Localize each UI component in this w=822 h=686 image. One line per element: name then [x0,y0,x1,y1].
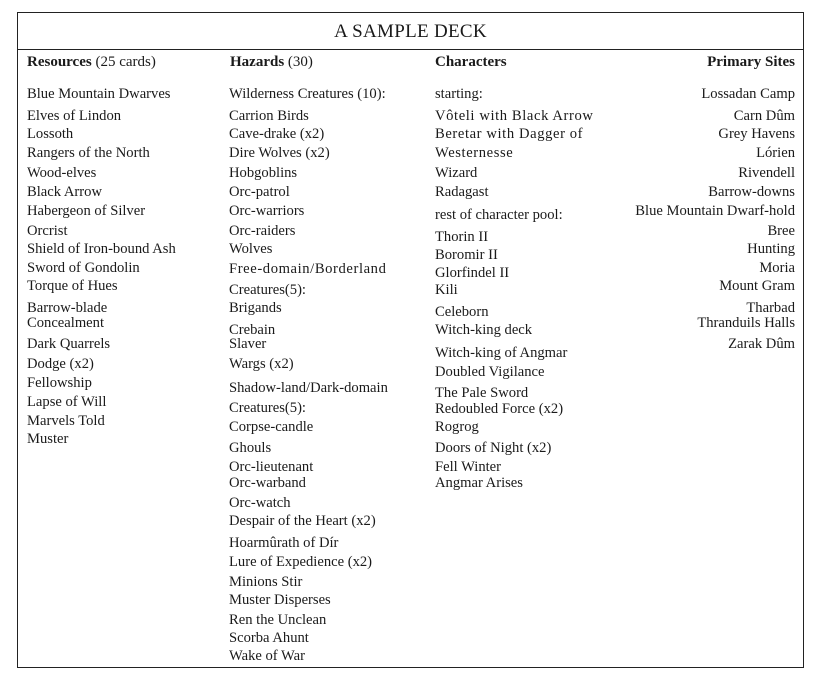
hazard-item: Despair of the Heart (x2) [229,513,376,529]
site-item: Mount Gram [719,278,795,294]
character-item: Redoubled Force (x2) [435,401,564,417]
hazard-item: Wake of War [229,648,305,664]
resource-item: Dodge (x2) [27,356,94,372]
site-item: Lossadan Camp [701,86,795,102]
hazard-item: Minions Stir [229,574,303,590]
resource-item: Muster [27,431,69,447]
hazard-item: Wilderness Creatures (10): [229,86,386,102]
character-item: Witch-king deck [435,322,533,338]
resource-item: Dark Quarrels [27,336,111,352]
resource-item: Lossoth [27,126,74,142]
resource-item: Sword of Gondolin [27,260,140,276]
character-item: The Pale Sword [435,385,529,401]
resources-header-label: Resources [27,54,92,70]
site-item: Barrow-downs [708,184,795,200]
hazard-item: Creatures(5): [229,400,306,416]
site-item: Rivendell [738,165,795,181]
resource-item: Shield of Iron-bound Ash [27,241,176,257]
hazard-item: Orc-warband [229,475,306,491]
site-item: Tharbad [746,300,795,316]
hazard-item: Muster Disperses [229,592,331,608]
hazard-item: Brigands [229,300,282,316]
hazards-header-count: (30) [287,54,313,70]
site-item: Thranduils Halls [697,315,795,331]
character-item: Thorin II [435,229,489,245]
hazard-item: Wolves [229,241,273,257]
character-item: starting: [435,86,483,102]
resource-item: Habergeon of Silver [27,203,146,219]
resource-item: Elves of Lindon [27,108,122,124]
resource-item: Marvels Told [27,413,105,429]
character-item: Angmar Arises [435,475,523,491]
character-item: Celeborn [435,304,489,320]
sites-list [618,13,795,653]
resource-item: Blue Mountain Dwarves [27,86,171,102]
resources-header-count: (25 cards) [95,54,156,70]
site-item: Bree [767,223,795,239]
character-item: Wizard [435,165,478,181]
sites-header: Primary Sites [707,54,795,70]
hazard-item: Orc-patrol [229,184,290,200]
character-item: Doors of Night (x2) [435,440,552,456]
sample-deck-table [17,12,804,668]
character-item: Westernesse [435,145,514,161]
resource-item: Lapse of Will [27,394,107,410]
hazard-item: Shadow-land/Dark-domain [229,380,388,396]
hazard-item: Ren the Unclean [229,612,327,628]
character-item: rest of character pool: [435,207,563,223]
character-item: Kili [435,282,458,298]
character-item: Doubled Vigilance [435,364,545,380]
hazard-item: Dire Wolves (x2) [229,145,330,161]
resource-item: Rangers of the North [27,145,150,161]
characters-header: Characters [435,54,507,70]
hazard-item: Crebain [229,322,276,338]
resource-item: Fellowship [27,375,92,391]
character-item: Glorfindel II [435,265,510,281]
character-item: Beretar with Dagger of [435,126,584,142]
resource-item: Concealment [27,315,104,331]
hazard-item: Lure of Expedience (x2) [229,554,373,570]
resource-item: Black Arrow [27,184,102,200]
site-item: Blue Mountain Dwarf-hold [635,203,795,219]
site-item: Moria [759,260,795,276]
hazard-item: Orc-warriors [229,203,305,219]
hazard-item: Ghouls [229,440,272,456]
hazard-item: Orc-lieutenant [229,459,314,475]
hazard-item: Scorba Ahunt [229,630,309,646]
resources-list [27,13,222,653]
hazard-item: Hobgoblins [229,165,298,181]
character-item: Fell Winter [435,459,502,475]
hazard-item: Hoarmûrath of Dír [229,535,339,551]
resource-item: Wood-elves [27,165,97,181]
character-item: Rogrog [435,419,479,435]
character-item: Vôteli with Black Arrow [435,108,594,124]
resource-item: Torque of Hues [27,278,118,294]
hazard-item: Cave-drake (x2) [229,126,325,142]
hazard-item: Corpse-candle [229,419,314,435]
hazard-item: Wargs (x2) [229,356,294,372]
character-item: Radagast [435,184,489,200]
hazard-item: Slaver [229,336,267,352]
site-item: Lórien [756,145,795,161]
hazard-item: Free-domain/Borderland [229,261,387,277]
hazard-item: Creatures(5): [229,282,306,298]
resource-item: Orcrist [27,223,68,239]
characters-list [435,13,635,653]
hazards-list [229,13,429,664]
resource-item: Barrow-blade [27,300,108,316]
site-item: Zarak Dûm [728,336,795,352]
site-item: Hunting [747,241,795,257]
site-item: Carn Dûm [733,108,795,124]
hazards-header-label: Hazards [230,54,285,70]
hazard-item: Orc-watch [229,495,291,511]
hazard-item: Carrion Birds [229,108,309,124]
character-item: Witch-king of Angmar [435,345,568,361]
character-item: Boromir II [435,247,498,263]
site-item: Grey Havens [718,126,795,142]
table-title: A SAMPLE DECK [334,21,487,42]
hazard-item: Orc-raiders [229,223,296,239]
